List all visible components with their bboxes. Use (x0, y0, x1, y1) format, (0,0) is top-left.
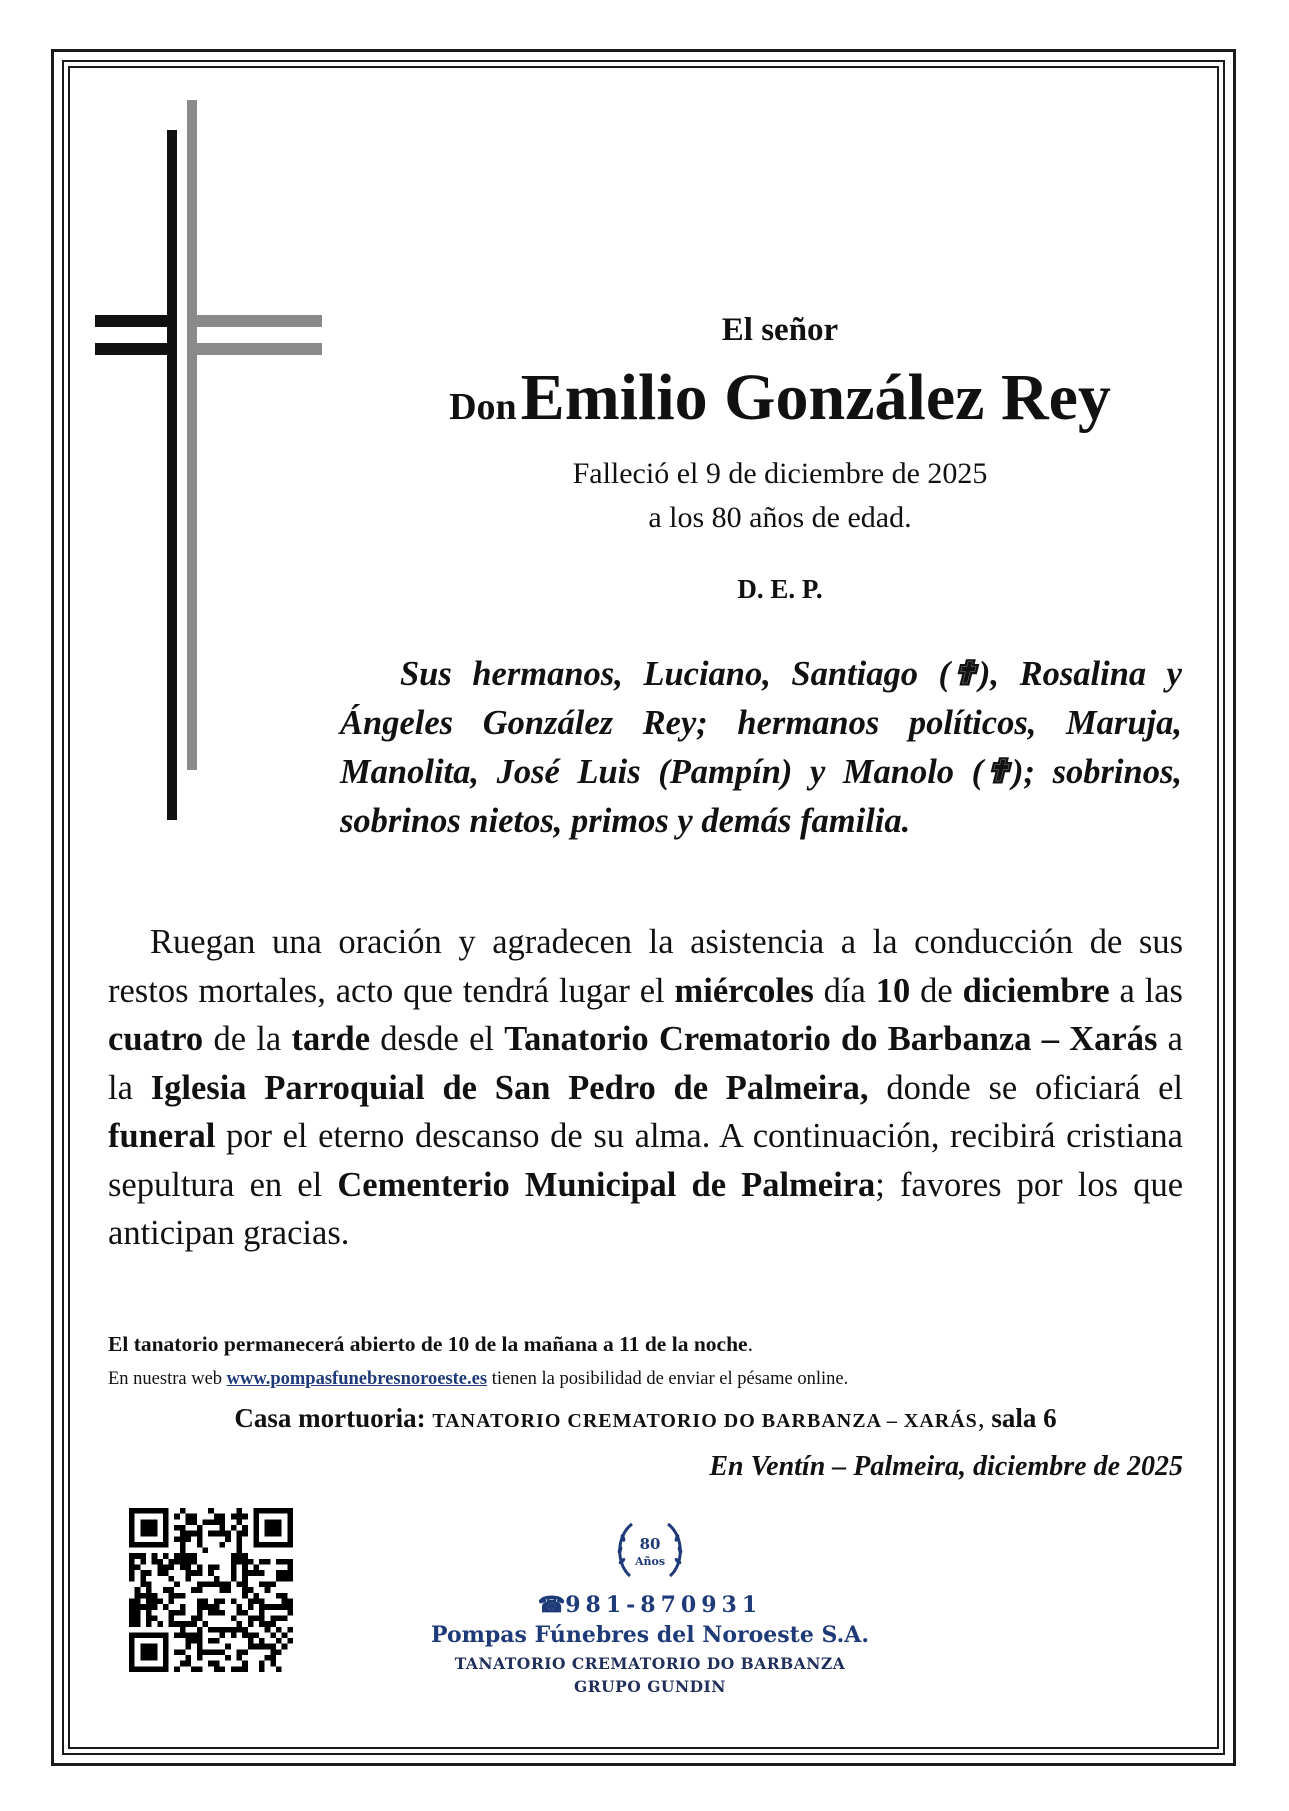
title-senor: El señor (721, 312, 839, 348)
place-date: En Ventín – Palmeira, diciembre de 2025 (709, 1451, 1183, 1482)
casa-label: Casa mortuoria: (234, 1403, 433, 1433)
company-name: Pompas Fúnebres del Noroeste S.A. (431, 1622, 869, 1648)
body-text: donde se oficiará el (868, 1068, 1184, 1107)
body-bold: Iglesia Parroquial de San Pedro de Palmeira, (150, 1068, 869, 1107)
opening-hours-end: . (747, 1332, 753, 1356)
body-text: de la (203, 1020, 292, 1058)
body-text: a la (108, 1020, 1183, 1107)
body-text: ; favores por los que anticipan gracias. (108, 1165, 1184, 1252)
funeral-home-line (108, 1403, 1183, 1434)
body-bold: miércoles (674, 971, 814, 1010)
body-bold: 10 (875, 971, 911, 1010)
cross-gray-vertical (187, 100, 197, 770)
body-bold: Tanatorio Crematorio do Barbanza – Xarás (504, 1020, 1158, 1058)
casa-room: sala 6 (991, 1403, 1057, 1433)
body-text: por el eterno descanso de su alma. A continuación, recibirá cristiana sepultura en el (108, 1117, 1183, 1204)
cross-black-vertical (167, 130, 177, 820)
company-sub2: GRUPO GUNDIN (574, 1677, 726, 1696)
cross-symbol-icon: ✟ (983, 753, 1013, 791)
website-link[interactable]: www.pompasfunebresnoroeste.es (226, 1369, 488, 1389)
casa-place: TANATORIO CREMATORIO DO BARBANZA – XARÁS (432, 1410, 978, 1432)
deceased-name-line (340, 360, 1220, 436)
family-text-3: ); sobrinos, sobrinos nietos, primos y demás familia. (340, 753, 1182, 840)
cross-gray-horizontal (187, 315, 322, 327)
family-paragraph (340, 650, 1182, 846)
phone-number (400, 1592, 900, 1618)
ceremony-paragraph (108, 918, 1183, 1258)
body-bold: cuatro (108, 1020, 204, 1058)
qr-code (128, 1508, 294, 1672)
death-age: a los 80 años de edad. (648, 501, 912, 534)
cross-symbol-icon: ✟ (950, 655, 979, 693)
dep-label: D. E. P. (737, 574, 823, 604)
opening-hours-text: El tanatorio permanecerá abierto de 10 de la mañana a 11 de la noche (108, 1332, 748, 1356)
body-text: de (910, 971, 963, 1010)
opening-hours (108, 1332, 1183, 1357)
company-sub1: TANATORIO CREMATORIO DO BARBANZA (454, 1654, 846, 1673)
badge-number: 80 (639, 1535, 661, 1553)
body-bold: funeral (108, 1117, 216, 1155)
body-bold: diciembre (962, 971, 1110, 1010)
cross-black-horizontal (95, 315, 177, 327)
body-text: día (813, 971, 876, 1010)
body-text: a las (1109, 971, 1183, 1010)
name-prefix: Don (449, 386, 517, 428)
casa-sep: , (977, 1403, 992, 1433)
web-pre: En nuestra web (108, 1369, 227, 1389)
death-info (340, 452, 1220, 540)
deceased-name: Emilio González Rey (520, 361, 1111, 434)
web-post: tienen la posibilidad de enviar el pésame online. (487, 1369, 849, 1389)
death-date: Falleció el 9 de diciembre de 2025 (572, 457, 988, 490)
cross-icon (95, 100, 325, 840)
phone-text: 981-870931 (565, 1592, 763, 1618)
anniversary-badge-icon (610, 1516, 690, 1586)
cross-gray-horizontal-lower (187, 343, 322, 355)
web-line (108, 1369, 1183, 1390)
family-text-2: ), Rosalina y Ángeles González Rey; hermanos políticos, Maruja, Manolita, José Luis (Pampín) y Manolo ( (340, 655, 1182, 791)
cross-black-horizontal-lower (95, 343, 177, 355)
phone-icon: ☎ (537, 1592, 566, 1618)
body-bold: tarde (291, 1020, 371, 1058)
family-text-1: Sus hermanos, Luciano, Santiago ( (400, 655, 950, 693)
body-text: Ruegan una oración y agradecen la asistencia a la conducción de sus restos mortales, acto que tendrá lugar el (108, 923, 1183, 1010)
badge-word: Años (634, 1555, 666, 1568)
body-text: desde el (370, 1020, 505, 1058)
funeral-company-logo (400, 1516, 900, 1696)
body-bold: Cementerio Municipal de Palmeira (337, 1165, 876, 1204)
